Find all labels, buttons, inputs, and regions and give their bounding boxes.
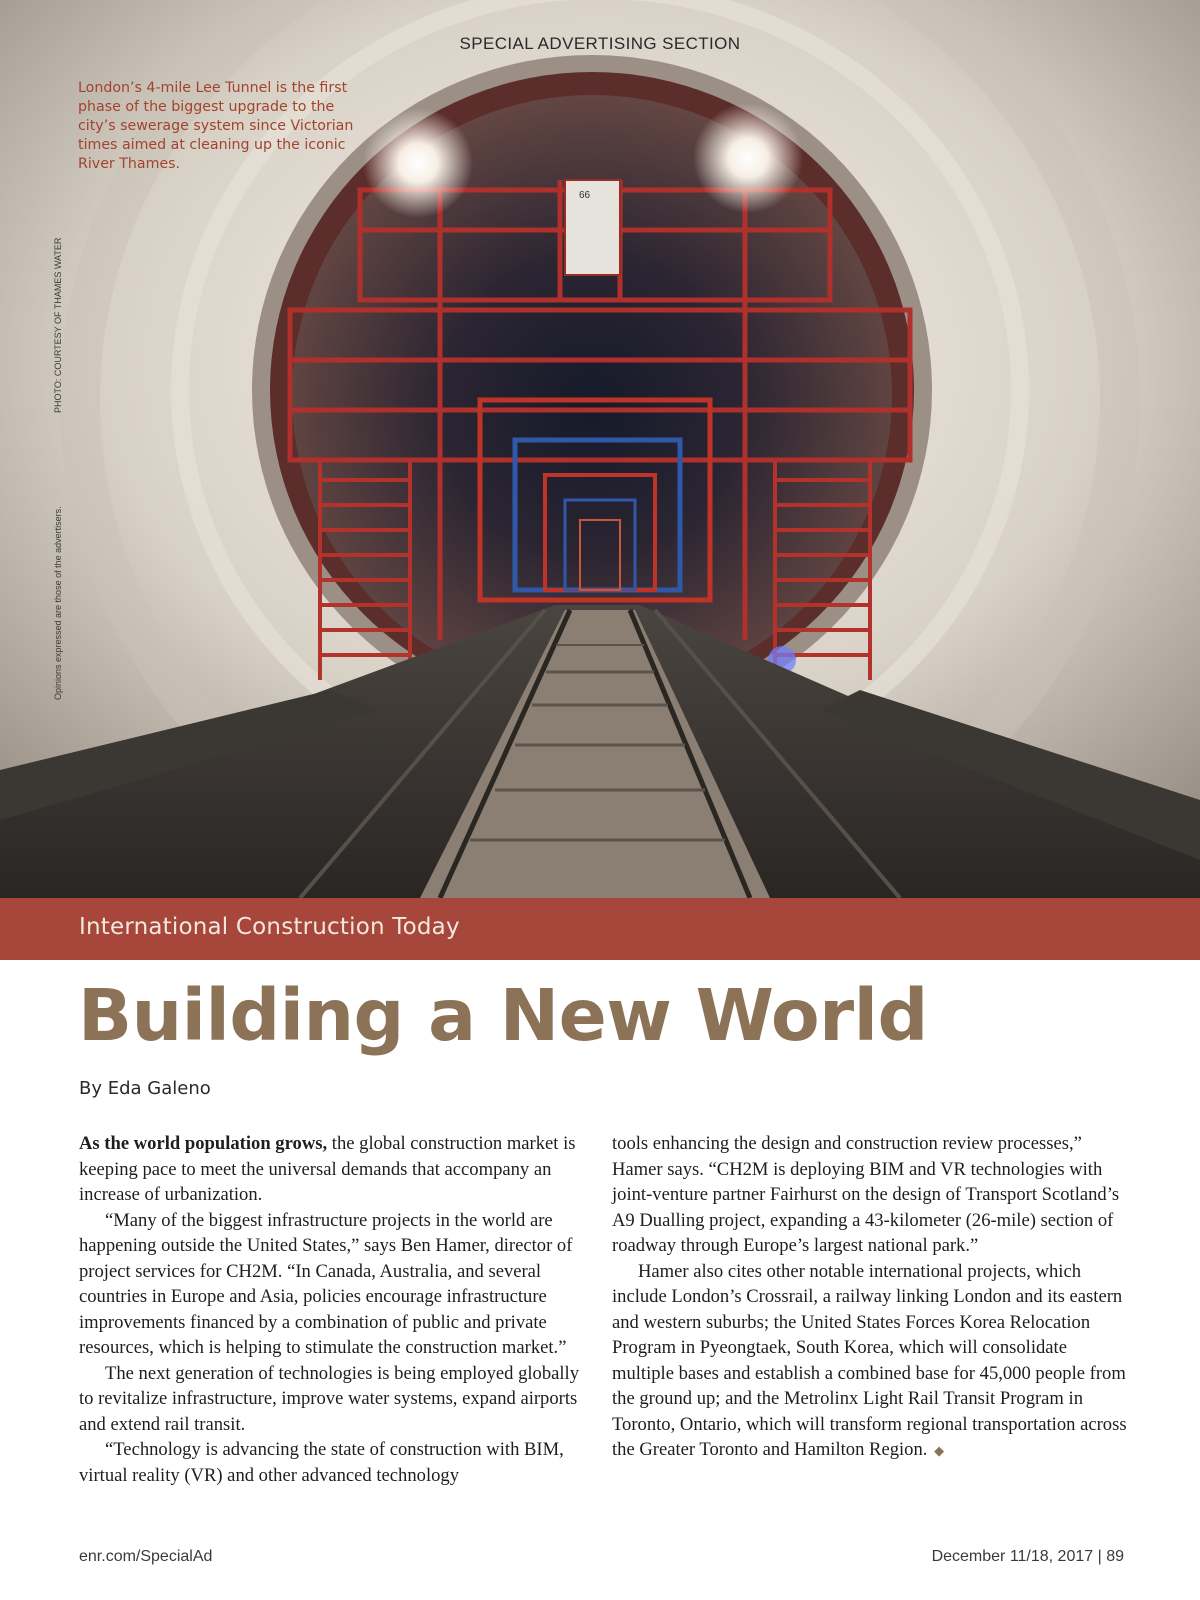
paragraph-text: Hamer also cites other notable international projects, which include London’s Crossrail, a railway linking London and its eastern and western suburbs; the United States Forces Korea Relocation Program in Pyeongtaek, South Korea, which will consolidate multiple bases and establish a combined base for 45,000 people from the ground up; and the Metrolinx Light Rail Transit Program in Toronto, Ontario, which will transform regional transportation across the Greater Toronto and Hamilton Region. xyxy=(612,1260,1127,1460)
photo-credit: PHOTO: COURTESY OF THAMES WATER xyxy=(53,237,63,413)
footer-date-page: December 11/18, 2017 | 89 xyxy=(931,1548,1124,1565)
banner-title: International Construction Today xyxy=(79,914,460,940)
article-column-right xyxy=(612,1131,1127,1464)
photo-caption: London’s 4-mile Lee Tunnel is the first phase of the biggest upgrade to the city’s sewerage system since Victorian times aimed at cleaning up the iconic River Thames. xyxy=(78,80,354,172)
paragraph xyxy=(79,1131,589,1208)
paragraph: tools enhancing the design and construction review processes,” Hamer says. “CH2M is deploying BIM and VR technologies with joint-venture partner Fairhurst on the design of Transport Scotland’s A9 Dualling project, expanding a 43-kilometer (26-mile) section of roadway through Europe’s largest national park.” xyxy=(612,1133,1120,1256)
paragraph: “Technology is advancing the state of construction with BIM, virtual reality (VR) and other advanced technology xyxy=(79,1439,564,1486)
section-label: SPECIAL ADVERTISING SECTION xyxy=(459,34,741,53)
byline: By Eda Galeno xyxy=(79,1078,211,1099)
article-column-left xyxy=(79,1131,589,1488)
lamp-right xyxy=(693,103,803,213)
paragraph: The next generation of technologies is being employed globally to revitalize infrastructure, improve water systems, expand airports and extend rail transit. xyxy=(79,1362,580,1435)
paragraph xyxy=(612,1259,1127,1464)
lead-in: As the world population grows, xyxy=(79,1133,328,1154)
footer-url[interactable]: enr.com/SpecialAd xyxy=(79,1548,213,1565)
paragraph-text: the global construction market is keeping pace to meet the universal demands that accompany an increase of urbanization. xyxy=(79,1133,576,1205)
plaque-number: 66 xyxy=(579,190,591,201)
opinion-disclaimer: Opinions expressed are those of the advertisers. xyxy=(53,506,63,700)
section-banner xyxy=(0,898,1200,960)
end-mark-icon: ◆ xyxy=(934,1443,945,1458)
lamp-left xyxy=(363,108,473,218)
paragraph: “Many of the biggest infrastructure projects in the world are happening outside the United States,” says Ben Hamer, director of project services for CH2M. “In Canada, Australia, and several countries in Europe and Asia, policies encourage infrastructure improvements financed by a combination of public and private resources, which is helping to stimulate the construction market.” xyxy=(79,1209,573,1358)
article-title: Building a New World xyxy=(78,974,928,1057)
